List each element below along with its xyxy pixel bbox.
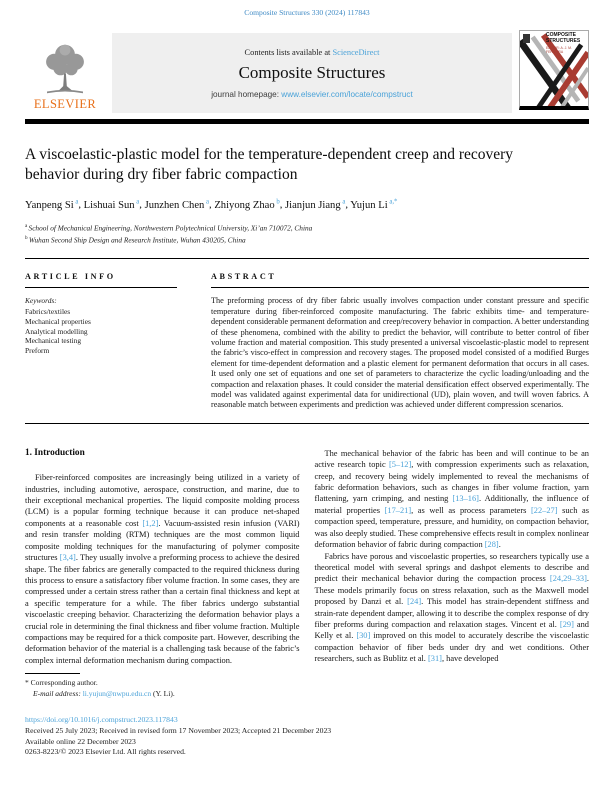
abstract-column: [211, 272, 589, 410]
abstract-heading: ABSTRACT: [211, 272, 277, 282]
citation-link[interactable]: [29]: [559, 619, 574, 629]
article-info-heading: ARTICLE INFO: [25, 272, 116, 282]
sciencedirect-link[interactable]: ScienceDirect: [332, 47, 380, 57]
author-list: Yanpeng Si $^a$, Lishuai Sun $^a$, Junzhen Chen $^a$, Zhiyong Zhao $^b$, Jianjun Jiang $^a$, Yujun Li $^{a,*}$: [25, 198, 398, 211]
keyword: Mechanical testing: [25, 336, 82, 346]
author: Yujun Li $^{a,*}$: [350, 198, 398, 211]
citation-link[interactable]: [13–16]: [452, 494, 479, 504]
keyword: Preform: [25, 345, 50, 355]
author: Junzhen Chen $^a$: [144, 198, 210, 211]
author: Jianjun Jiang $^a$: [285, 198, 346, 211]
citation-link[interactable]: [31]: [427, 654, 442, 664]
keywords-label: Keywords:: [25, 296, 57, 306]
cover-editor-line: EDITOR: A. J. M. FERREIRA: [546, 46, 572, 54]
citation-link[interactable]: [3,4]: [59, 553, 76, 563]
email-link[interactable]: li.yujun@nwpu.edu.cn: [82, 688, 152, 698]
affiliation-list: [25, 221, 589, 246]
paragraph: Fiber-reinforced composites are increasingly being utilized in a variety of industries, including automotive, aerospace, construction, and marine, due to their exceptional mechanical properties. The liquid composite molding process (LCM) is a popular forming technique because it can produce net-shaped components at a reasonable cost [1,2]. Vacuum-assisted resin infusion (VARI) and resin transfer molding (RTM) techniques are the most common liquid composite molding techniques for the manufacturing of polymer composite structures [3,4]. They usually involve a preforming process to achieve the desired shape. The fiber fabrics are generally compacted to the required thickness during this process to ensure a satisfactory fiber volume fraction. In some cases, they are compressed under a certain stress rather than a certain final thickness and kept at a specific temperature for a while. The fiber fabrics undergo substantial viscoelastic creeping behavior. Characterizing the deformation behavior plays a crucial role in determining the final thickness and fiber volume fraction. Multiple compactions may be required for a thick composite part. However, describing the deformation behavior of the material is a challenging task because of the fabric’s complex internal deformation mechanism during compaction.: [25, 473, 300, 665]
citation-link[interactable]: [24]: [407, 597, 422, 607]
paragraph: The mechanical behavior of the fabric has been and will continue to be an active research topic [5–12], with compression experiments such as relaxation, creep, and recovery being widely implemented to reveal the mechanisms of fabric deformation behaviors, such as changes in fiber volume fraction, yarn flattening, yarn crimping, and nesting [13–16]. Additionally, the influence of material properties [17–21], as well as process parameters [22–27] such as compaction speed, temperature, pressure, and humidity, on compaction behavior, was also deeply studied. These comprehensive effects result in complex nonlinear deformation behavior of fabric during compaction [28].: [314, 448, 590, 550]
homepage-link[interactable]: www.elsevier.com/locate/compstruct: [281, 89, 413, 99]
cover-publisher-mark-icon: [523, 34, 530, 43]
keyword: Analytical modelling: [25, 326, 88, 336]
right-column: [315, 448, 590, 666]
author: Lishuai Sun $^a$: [83, 198, 140, 211]
corresponding-author-note: * Corresponding author.: [25, 678, 98, 688]
footnote-divider: [25, 673, 80, 674]
citation-link[interactable]: [30]: [356, 631, 371, 641]
footnote-block: [25, 673, 589, 699]
citation-link[interactable]: [28]: [484, 540, 499, 550]
article-info-rule: [25, 287, 177, 288]
citation-link[interactable]: [22–27]: [530, 505, 558, 515]
affiliation: $^a$ School of Mechanical Engineering, Northwestern Polytechnical University, Xi’an 710072, China: [25, 222, 313, 232]
journal-title: Composite Structures: [238, 62, 386, 82]
elsevier-tree-icon: [38, 41, 92, 97]
abstract-rule: [211, 287, 589, 288]
keyword: Mechanical properties: [25, 316, 91, 326]
citation-link[interactable]: [24,29–33]: [549, 574, 587, 584]
paragraph: Fabrics have porous and viscoelastic properties, so researchers typically use a theoretical model with several springs and dashpot elements to describe and predict their mechanical behavior during the compaction process [24,29–33]. These models primarily focus on stress relaxation, such as the Maxwell model proposed by Danzi et al. [24]. This model has strain-dependent stiffness and strain-rate dependent damper, allowing it to describe the complex response of dry fiber preforms during compaction and relaxation stages. Vincent et al. [29] and Kelly et al. [30] improved on this model to accurately describe the viscoelastic compaction behavior of fiber beds under dry and wet conditions. Other researchers, such as Bublitz et al. [31], have developed: [314, 551, 589, 664]
keyword: Fabrics/textiles: [25, 307, 71, 317]
header-divider: [25, 119, 589, 124]
author: Zhiyong Zhao $^b$: [214, 198, 280, 211]
email-line: E-mail address: li.yujun@nwpu.edu.cn (Y. Li).: [33, 688, 175, 698]
abstract-text: The preforming process of dry fiber fabric usually involves compaction under constant pressure and specific temperature during fiber-reinforced composite manufacturing. The fabric exhibits time- and temperature-dependent considerable permanent deformation and creep/recovery behavior in compaction. A better understanding of these phenomena, combined with the ability to predict the behavior, will contribute to better control of fiber volume fraction and material composition. This study presented a universal viscoelastic-plastic model to represent the fabric’s visco-effect in compression and recovery stages. The proposed model consisted of a modified Burges element for time-dependent deformation and a plastic element for permanent deformation that occurs in all cases. It used only one set of equations and one set of parameters to characterize the cyclic loading/unloading and the compaction and relaxation phases. It could consider the material densification effect observed experimentally. The model was validated against experimental data for unidirectional (UD), plain woven, and twill woven fabrics. A reasonable match between experiments and prediction was achieved under different compression scenarios.: [211, 296, 589, 410]
journal-citation: Composite Structures 330 (2024) 117843: [244, 8, 370, 17]
left-column-paragraphs: [25, 472, 300, 666]
received-line: Received 25 July 2023; Received in revised form 17 November 2023; Accepted 21 December 2023: [25, 725, 332, 735]
citation-link[interactable]: [5–12]: [388, 460, 412, 470]
keywords-list: [25, 307, 177, 355]
info-abstract-section: [25, 259, 589, 423]
elsevier-wordmark: ELSEVIER: [33, 97, 97, 111]
citation-link[interactable]: [1,2]: [142, 518, 159, 528]
left-column: [25, 448, 300, 666]
article-title: A viscoelastic-plastic model for the temperature-dependent creep and recovery behavior during dry fiber fabric compaction: [25, 146, 514, 183]
citation-link[interactable]: [17–21]: [384, 505, 412, 515]
affiliation: $^b$ Wuhan Second Ship Design and Research Institute, Wuhan 430205, China: [25, 234, 246, 245]
journal-cover-thumbnail[interactable]: [519, 30, 589, 110]
copyright-line: 0263-8223/© 2023 Elsevier Ltd. All rights reserved.: [25, 747, 186, 757]
cover-journal-title: COMPOSITE STRUCTURES: [546, 32, 581, 44]
section-heading-introduction: 1. Introduction: [25, 447, 85, 458]
author: Yanpeng Si $^a$: [25, 198, 79, 211]
right-column-paragraphs: [315, 448, 590, 665]
article-body: [25, 448, 589, 666]
journal-banner: [112, 33, 512, 113]
doi-link[interactable]: https://doi.org/10.1016/j.compstruct.2023.117843: [25, 715, 178, 725]
available-online-line: Available online 22 December 2023: [25, 736, 136, 746]
footer-block: [25, 715, 589, 757]
journal-header: [25, 33, 589, 113]
contents-line: Contents lists available at ScienceDirect: [244, 47, 380, 57]
article-info-column: [25, 272, 177, 410]
elsevier-logo[interactable]: [25, 33, 105, 113]
homepage-line: journal homepage: www.elsevier.com/locate/compstruct: [211, 89, 413, 99]
